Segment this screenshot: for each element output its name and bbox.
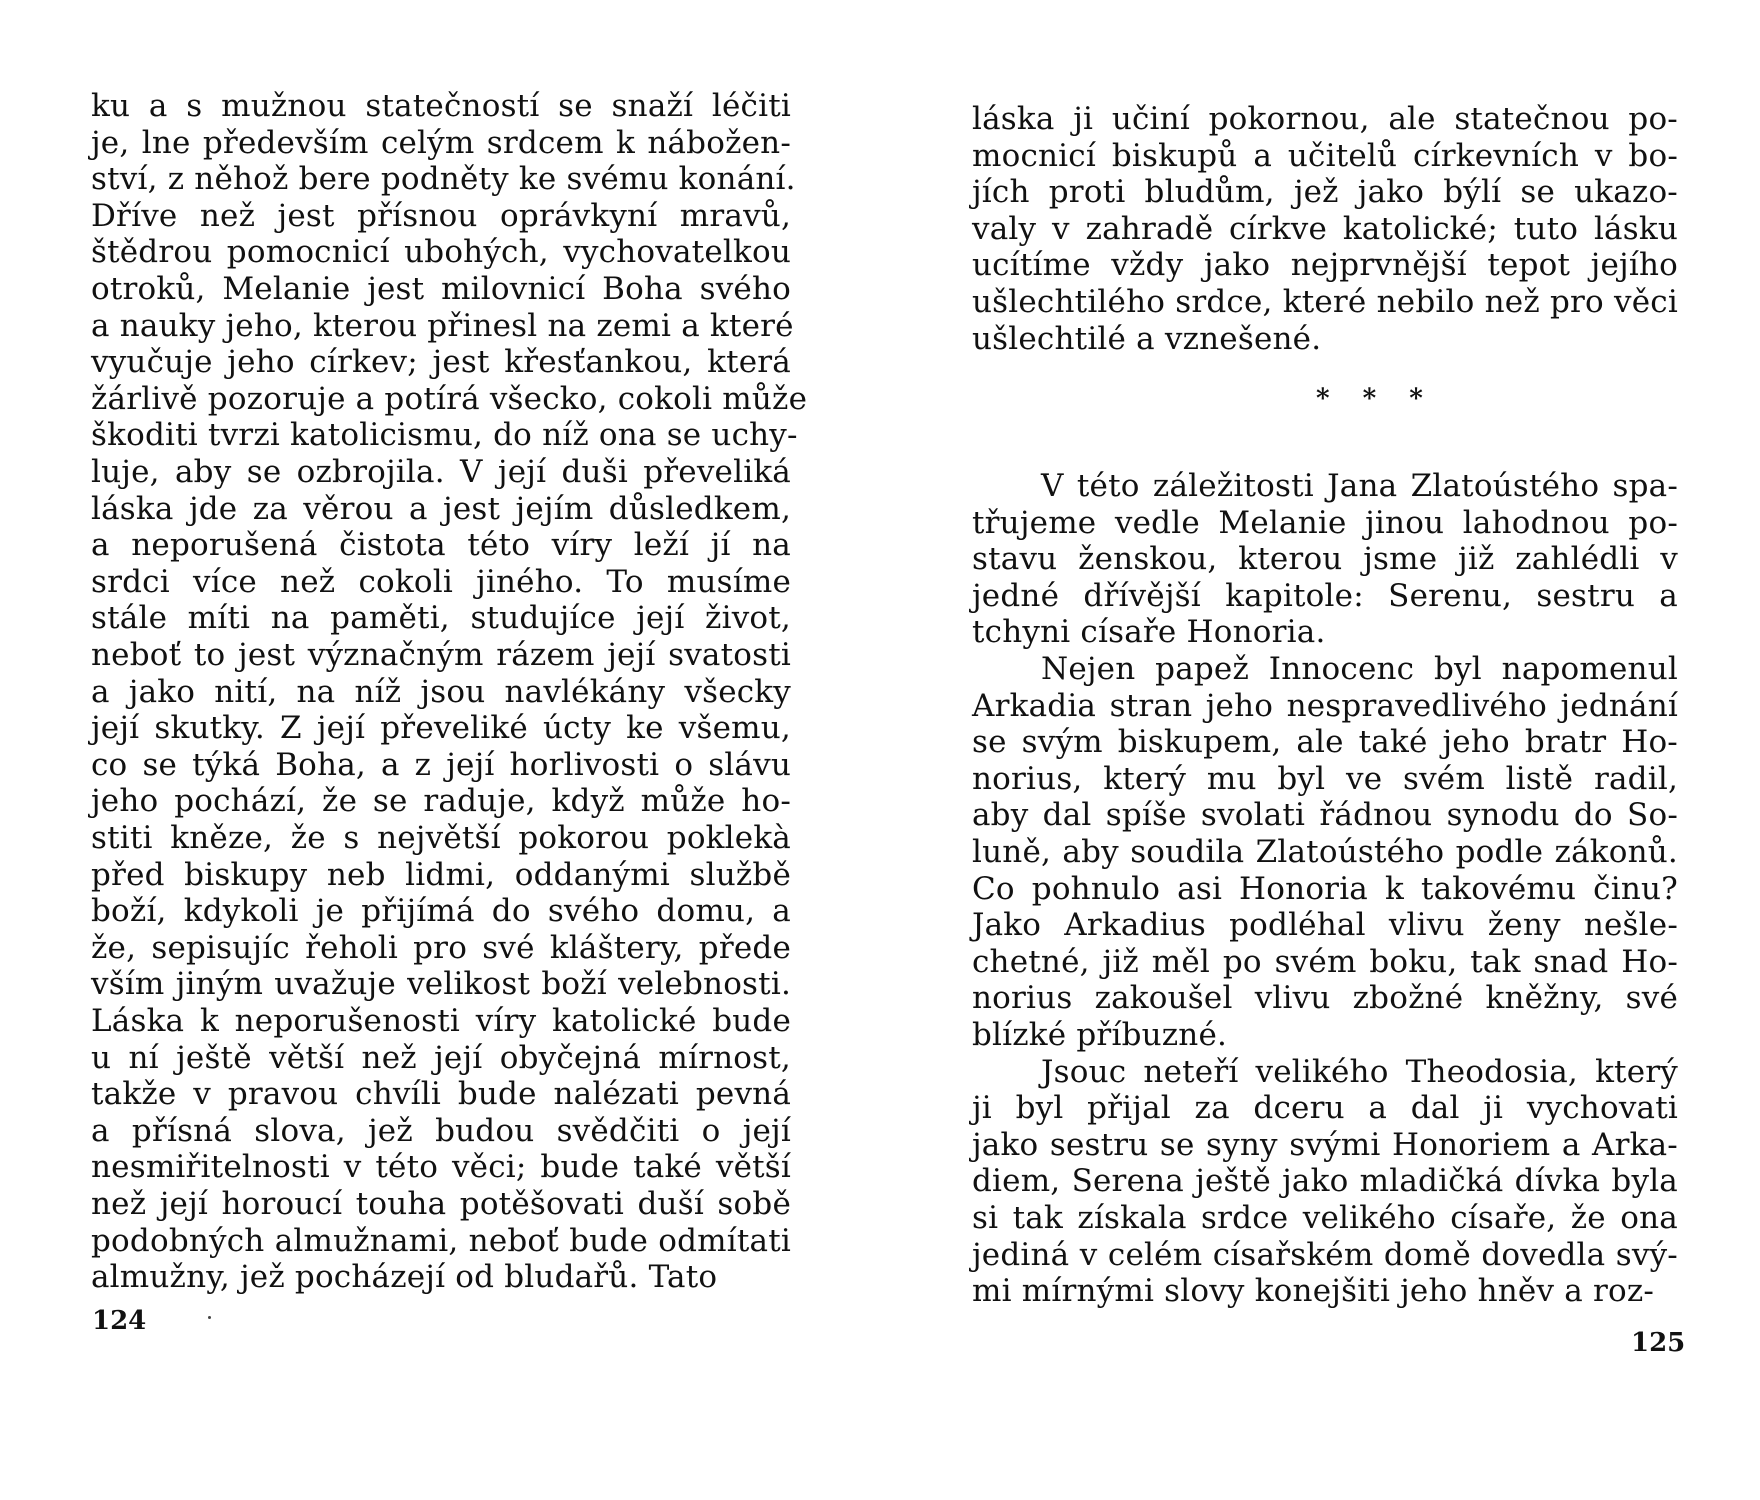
text-line: nesmiřitelnosti v této věci; bude také větší xyxy=(91,1149,791,1186)
text-line: norius, který mu byl ve svém listě radil, xyxy=(972,760,1678,797)
text-line: Nejen papež Innocenc byl napomenul xyxy=(1041,651,1678,687)
text-line: jedné dřívější kapitole: Serenu, sestru a xyxy=(972,577,1678,614)
text-line: Jsouc neteří velikého Theodosia, který xyxy=(1041,1053,1678,1090)
text-line: podobných almužnami, neboť bude odmítati xyxy=(91,1222,791,1259)
text-line: že, sepisujíc řeholi pro své kláštery, přede xyxy=(91,929,791,966)
text-line: luně, aby soudila Zlatoústého podle zákonů. xyxy=(972,834,1678,870)
text-line: srdci více než cokoli jiného. To musíme xyxy=(91,563,791,600)
text-line: takže v pravou chvíli bude nalézati pevná xyxy=(91,1076,791,1113)
text-line: a nauky jeho, kterou přinesl na zemi a které xyxy=(91,307,794,344)
text-line: blízké příbuzné. xyxy=(972,1017,1228,1053)
text-line: stále míti na paměti, studujíce její život, xyxy=(91,600,791,637)
text-line: ušlechtilého srdce, které nebilo než pro věci xyxy=(972,284,1678,320)
text-line: Dříve než jest přísnou oprávkyní mravů, xyxy=(91,197,791,234)
text-line: třujeme vedle Melanie jinou lahodnou po- xyxy=(972,504,1678,541)
text-line: otroků, Melanie jest milovnicí Boha svého xyxy=(91,271,791,307)
text-line: a neporušená čistota této víry leží jí na xyxy=(91,527,791,564)
text-line: ucítíme vždy jako nejprvnější tepot jejího xyxy=(972,247,1678,284)
text-line: než její horoucí touha potěšovati duší sobě xyxy=(91,1186,791,1222)
text-line: je, lne především celým srdcem k nábožen- xyxy=(91,124,791,161)
text-line: před biskupy neb lidmi, oddanými službě xyxy=(91,856,791,893)
text-line: ství, z něhož bere podněty ke svému konání. xyxy=(91,161,796,198)
text-line: u ní ještě větší než její obyčejná mírnost, xyxy=(91,1039,791,1076)
print-speck xyxy=(208,1316,211,1319)
right-page xyxy=(880,0,1760,1500)
text-line: škoditi tvrzi katolicismu, do níž ona se uchy- xyxy=(91,417,798,454)
text-line: jích proti bludům, jež jako býlí se ukazo- xyxy=(972,174,1678,211)
text-line: láska jde za věrou a jest jejím důsledkem, xyxy=(91,490,791,527)
text-line: aby dal spíše svolati řádnou synodu do So- xyxy=(972,797,1678,834)
text-line: valy v zahradě církve katolické; tuto lásku xyxy=(972,210,1678,247)
text-line: co se týká Boha, a z její horlivosti o slávu xyxy=(91,746,791,783)
text-line: mi mírnými slovy konejšiti jeho hněv a roz- xyxy=(972,1273,1655,1310)
text-line: boží, kdykoli je přijímá do svého domu, a xyxy=(91,893,791,930)
text-line: Láska k neporušenosti víry katolické bude xyxy=(91,1003,791,1039)
text-line: Co pohnulo asi Honoria k takovému činu? xyxy=(972,870,1678,907)
text-line: Jako Arkadius podléhal vlivu ženy nešle- xyxy=(972,907,1678,944)
text-line: diem, Serena ještě jako mladičká dívka byla xyxy=(972,1163,1678,1200)
text-line: Arkadia stran jeho nespravedlivého jednání xyxy=(972,687,1678,724)
text-line: jediná v celém císařském domě dovedla svý- xyxy=(972,1236,1678,1273)
text-line: stavu ženskou, kterou jsme již zahlédli v xyxy=(972,541,1678,578)
text-line: stiti kněze, že s největší pokorou poklekà xyxy=(91,820,791,856)
text-line: chetné, již měl po svém boku, tak snad Ho- xyxy=(972,943,1678,980)
text-line: se svým biskupem, ale také jeho bratr Ho- xyxy=(972,724,1678,761)
text-line: žárlivě pozoruje a potírá všecko, cokoli může xyxy=(91,380,808,417)
page-number-left: 124 xyxy=(92,1306,147,1336)
text-line: ji byl přijal za dceru a dal ji vychovati xyxy=(972,1090,1678,1127)
text-line: jeho pochází, že se raduje, když může ho- xyxy=(91,783,791,820)
text-line: a jako nití, na níž jsou navlékány všecky xyxy=(91,673,791,710)
text-line: norius zakoušel vlivu zbožné kněžny, své xyxy=(972,980,1678,1017)
text-line: ku a s mužnou statečností se snaží léčiti xyxy=(91,88,791,124)
section-separator: * * * xyxy=(1316,384,1435,414)
text-line: si tak získala srdce velikého císaře, že ona xyxy=(972,1200,1678,1236)
text-line: luje, aby se ozbrojila. V její duši převeliká xyxy=(91,454,791,490)
text-line: láska ji učiní pokornou, ale statečnou po- xyxy=(972,101,1678,137)
text-line: vším jiným uvažuje velikost boží velebnosti. xyxy=(91,966,791,1003)
text-line: mocnicí biskupů a učitelů církevních v bo- xyxy=(972,137,1678,174)
text-line: vyučuje jeho církev; jest křesťankou, která xyxy=(91,344,791,381)
page-number-right: 125 xyxy=(1631,1328,1686,1358)
text-line: štědrou pomocnicí ubohých, vychovatelkou xyxy=(91,234,791,271)
text-line: tchyni císaře Honoria. xyxy=(972,614,1326,651)
text-line: a přísná slova, jež budou svědčiti o její xyxy=(91,1112,791,1149)
text-line: její skutky. Z její převeliké úcty ke všemu, xyxy=(91,710,791,747)
text-line: V této záležitosti Jana Zlatoústého spa- xyxy=(1041,468,1678,504)
text-line: neboť to jest význačným rázem její svatosti xyxy=(91,637,791,673)
text-line: jako sestru se syny svými Honoriem a Arka- xyxy=(972,1126,1678,1163)
text-line: ušlechtilé a vznešené. xyxy=(972,320,1322,357)
text-line: almužny, jež pocházejí od bludařů. Tato xyxy=(91,1259,718,1296)
